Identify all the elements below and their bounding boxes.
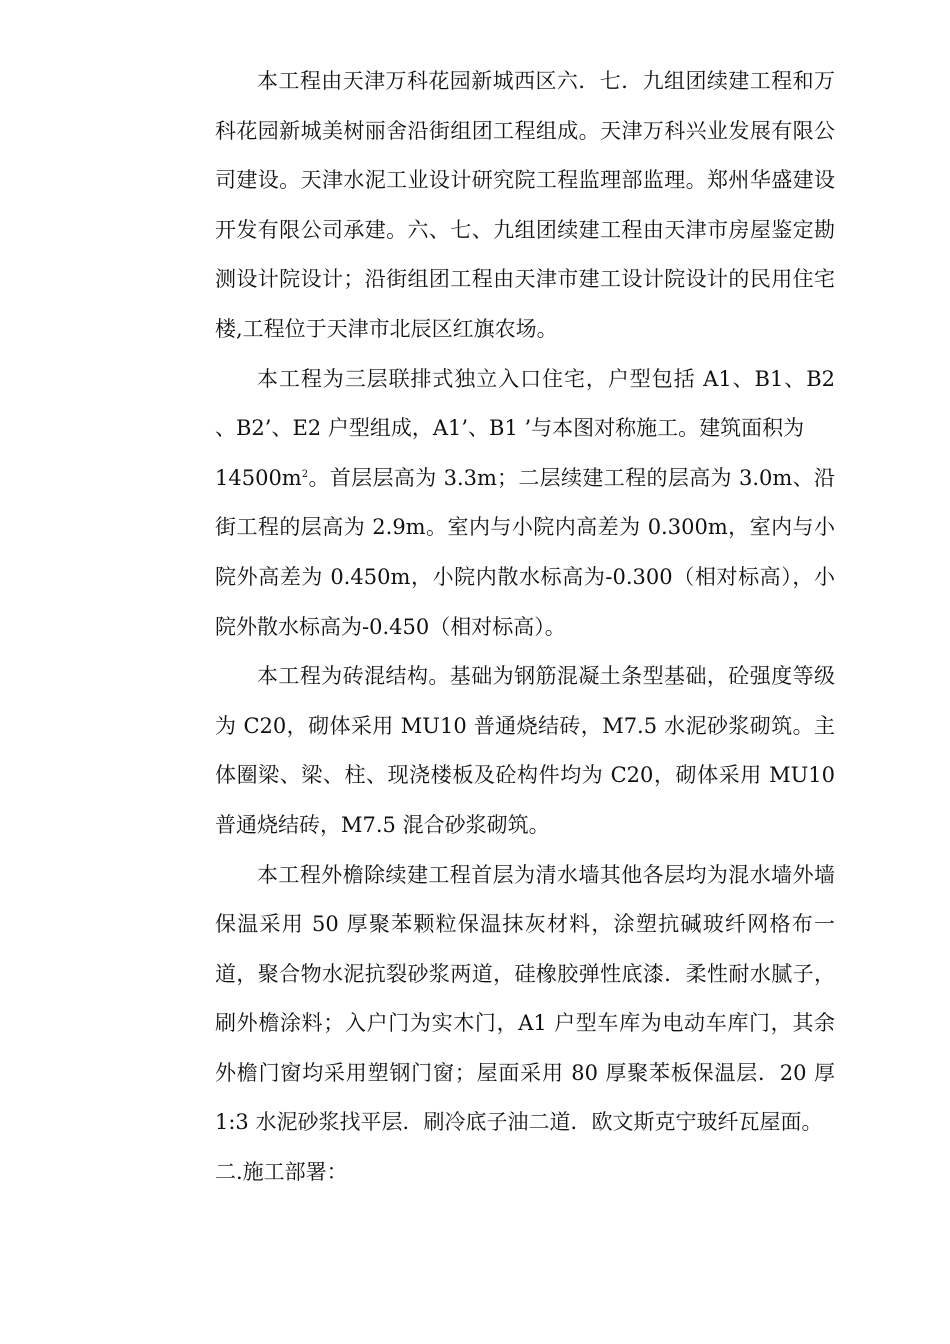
paragraph-project-overview: 本工程由天津万科花园新城西区六．七．九组团续建工程和万科花园新城美树丽舍沿街组团工程组成。天津万科兴业发展有限公司建设。天津水泥工业设计研究院工程监理部监理。郑州华盛建设开发有限公司承建。六、七、九组团续建工程由天津市房屋鉴定勘测设计院设计；沿街组团工程由天津市建工设计院设计的民用住宅楼,工程位于天津市北辰区红旗农场。 (215, 69, 835, 341)
area-unit-superscript: 2 (301, 468, 309, 480)
paragraph-exterior: 本工程外檐除续建工程首层为清水墙其他各层均为混水墙外墙保温采用 50 厚聚苯颗粒保温抹灰材料，涂塑抗碱玻纤网格布一道，聚合物水泥抗裂砂浆两道，硅橡胶弹性底漆．柔性耐水腻子，刷外檐涂料；入户门为实木门，A1 户型车库为电动车库门，其余外檐门窗均采用塑钢门窗；屋面采用 80 厚聚苯板保温层．20 厚 1:3 水泥砂浆找平层．刷冷底子油二道．欧文斯克宁玻纤瓦屋面。 (215, 862, 835, 1135)
section-heading-construction-deployment: 二.施工部署： (215, 1160, 348, 1185)
building-info-text: 本工程为三层联排式独立入口住宅，户型包括 A1、B1、B2 、B2’、E2 户型组成，A1’、B1 ’与本图对称施工。建筑面积为 (215, 366, 835, 441)
area-value: 14500m (215, 465, 302, 490)
building-heights-text: 。首层层高为 3.3m；二层续建工程的层高为 3.0m、沿街工程的层高为 2.9m。室内与小院内高差为 0.300m，室内与小院外高差为 0.450m，小院内散水标高为-0.300（相对标高），小院外散水标高为-0.450（相对标高）。 (215, 465, 835, 639)
paragraph-building-info (215, 355, 835, 653)
paragraph-structure: 本工程为砖混结构。基础为钢筋混凝土条型基础，砼强度等级为 C20，砌体采用 MU10 普通烧结砖，M7.5 水泥砂浆砌筑。主体圈梁、梁、柱、现浇楼板及砼构件均为 C20，砌体采用 MU10 普通烧结砖，M7.5 混合砂浆砌筑。 (215, 664, 835, 837)
document-body (215, 57, 835, 1198)
